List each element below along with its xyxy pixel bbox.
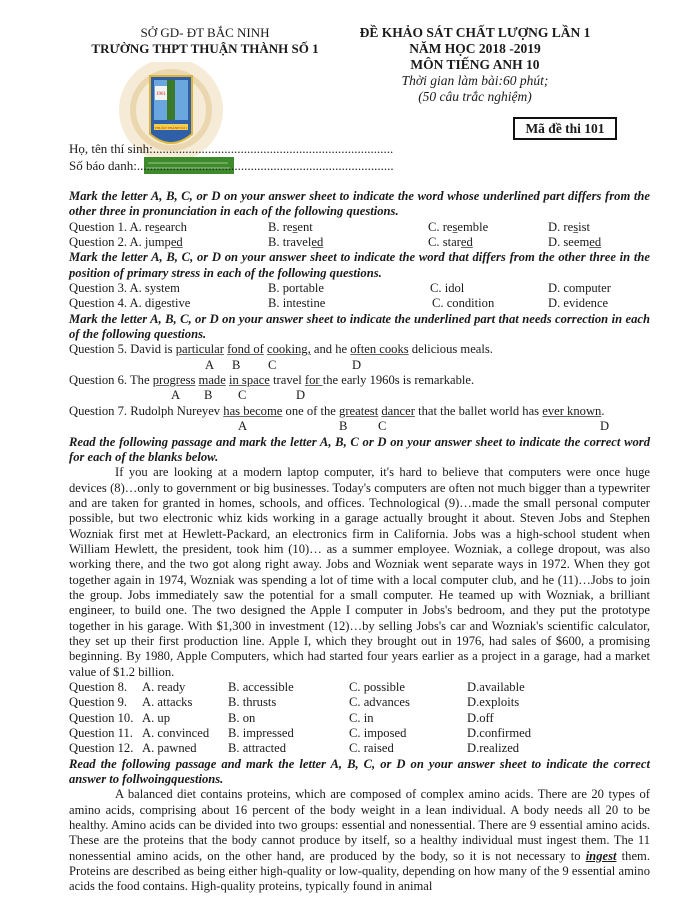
underlined-part: ed [170,235,183,250]
option-a [69,296,190,311]
question-label: Question 9. [69,695,128,710]
text-segment: B. intestine [268,296,326,311]
question-7-letters [69,419,650,434]
underlined-part: ever known [542,403,602,418]
option-letter-d: D [352,357,362,372]
option-d: D.confirmed [467,726,531,741]
option-a [69,235,183,250]
option-c: C. in [349,710,374,725]
option-letter-b: B [339,419,348,434]
option-b: B. accessible [228,680,294,694]
option-a [69,281,180,296]
question-2 [69,235,650,250]
text-segment: that the ballet world has [414,403,543,418]
question-row [69,695,650,710]
option-letter-d: D [600,419,610,434]
underlined-part: s [154,219,160,234]
option-d: D.realized [467,741,520,756]
option-d: D.off [467,710,494,725]
text-segment: Question 2. A. jump [69,235,171,250]
option-c [430,281,464,296]
text-segment: ist [578,219,590,234]
text-segment: and he [310,342,351,357]
exam-code-box: Mã đề thi 101 [513,117,617,140]
question-1 [69,220,650,235]
questions-8-12 [69,680,650,757]
underlined-part: s [452,219,458,234]
text-segment: C. condition [432,296,495,311]
question-5-letters [69,358,650,373]
time-limit: Thời gian làm bài:60 phút; [401,73,549,88]
text-segment: Question 6. The [69,373,153,388]
text-segment: C. re [428,219,453,234]
option-b [268,281,324,296]
text-segment: B. portable [268,281,324,296]
underlined-part: in space [228,373,270,388]
question-label: Question 12. [69,741,134,756]
option-d [548,281,611,296]
text-segment: D. computer [548,281,611,296]
instruction-stress: Mark the letter A, B, C, or D on your answer sheet to indicate the word that differs from the other three in the position of primary stress in each of the following questions. [69,250,650,280]
underlined-part: often cooks [350,342,409,357]
text-segment: B. travel [268,235,312,250]
option-letter-d: D [296,388,306,403]
underlined-part: s [573,219,579,234]
option-letter-a: A [238,419,248,434]
option-d [548,296,608,311]
question-label: Question 8. [69,680,128,694]
passage-proteins [69,787,650,894]
question-7 [69,404,650,419]
text-segment: . [601,403,605,418]
text-segment: travel [269,373,305,388]
option-letter-a: A [171,388,181,403]
option-letter-c: C [378,419,387,434]
text-segment: them. Proteins are described as being either high-quality or low-quality, depending on how many of the 9 essential amino acids the food contains. High-quality proteins, typically found in animal [69,848,650,894]
question-row [69,680,650,695]
underlined-part: made [198,373,226,388]
text-segment: C. star [428,235,461,250]
text-segment: Question 3. A. system [69,281,180,296]
text-segment: Question 4. A. digestive [69,296,191,311]
option-a: A. pawned [142,741,197,756]
question-row [69,741,650,756]
candidate-id-field[interactable]: Số báo danh:............................................................................... [69,157,394,173]
text-segment: ent [297,219,313,234]
option-c: C. advances [349,695,410,710]
question-count: (50 câu trắc nghiệm) [418,89,532,104]
exam-header [330,25,620,105]
underlined-part: s [292,219,298,234]
option-b [268,235,323,250]
option-a: A. up [142,710,170,725]
underlined-part: ed [311,235,324,250]
text-segment: A balanced diet contains proteins, which are composed of complex amino acids. There are 20 types of amino acids, comprising about 16 percent of the body weight in a lean individual. A body needs all 20 to be healthy. Amino acids can be divided into two groups: essential and nonessential. There are 9 essential amino acids. These are the proteins that the body cannot produce by itself, so a healthy individual must ingest them. The 11 nonessential amino acids, on the other hand, are produced by the body, so it is not necessary to [69,787,650,863]
question-6 [69,373,650,388]
underlined-part: ed [460,235,473,250]
school-header [70,25,340,57]
text-segment: delicious meals. [408,342,493,357]
text-segment: emble [457,219,489,234]
underlined-part: particular [175,342,224,357]
option-c: C. possible [349,680,405,694]
text-segment: C. idol [430,281,465,296]
school-name: TRƯỜNG THPT THUẬN THÀNH SỐ 1 [91,41,319,56]
question-4 [69,296,650,311]
underlined-part: for [304,373,323,388]
question-6-letters [69,388,650,403]
question-5 [69,342,650,357]
passage-computers: If you are looking at a modern laptop computer, it's hard to believe that computers were once huge devices (8)…only to government or big businesses. Today's computers are often not much bigger than a typewriter and are taken for granted in homes, schools, and offices. Technological (9)…made the small personal computer possible, but two electronic whiz kids working in a garage actually brought it about. Steven Jobs and Stephen Wozniak first met at Hewlett-Packard, an electronics firm in California. Jobs was a high-school student when William Hewlett, the president, took him (10)… as a summer employee. Wozniak, a college dropout, was also working there, and the two got along right away. Jobs and Wozniak went separate ways in 1972. When they got together again in 1974, Wozniak was spending a lot of time with a local computer club, and he (11)…Jobs to join the group. Jobs immediately saw the potential for a small computer. He teamed up with Wozniak, a brilliant engineer, to build one. The two designed the Apple I computer in Jobs's bedroom, and they put the prototype together in his garage. With $1,300 in investment (12)…by selling Jobs's car and Wozniak's scientific calculator, they set up their first production line. Apple I, which they brought out in 1976, had sales of $600, a promising beginning. By 1980, Apple Computers, which had started four years earlier as a project in a garage, had a market value of $1.2 billion. [69,465,650,679]
underlined-part: cooking, [267,342,311,357]
candidate-info [69,141,394,174]
option-letter-a: A [205,357,215,372]
option-d: D.available [467,680,525,694]
underlined-part: fond of [227,342,264,357]
school-year: NĂM HỌC 2018 -2019 [409,41,541,56]
question-row [69,726,650,741]
option-a: A. ready [142,680,186,694]
underlined-part: ed [589,235,602,250]
option-c [428,220,488,235]
option-d: D.exploits [467,695,520,710]
option-letter-c: C [268,357,277,372]
option-c [428,235,473,250]
option-b [268,296,325,311]
logo-year: 1961 [156,92,166,97]
text-segment: Question 7. Rudolph Nureyev [69,403,224,418]
underlined-part: greatest [339,403,379,418]
instruction-correction: Mark the letter A, B, C, or D on your answer sheet to indicate the underlined part that needs correction in each of the following questions. [69,311,650,342]
option-letter-b: B [204,388,213,403]
exam-body [69,189,650,895]
underlined-part: progress [152,373,196,388]
department-name: SỞ GD- ĐT BẮC NINH [140,25,270,40]
text-segment: one of the [282,403,340,418]
underlined-part: has become [223,403,283,418]
instruction-reading: Read the following passage and mark the letter A, B, C, or D on your answer sheet to indicate the correct answer to follwoingquestions. [69,756,650,787]
instruction-pronunciation: Mark the letter A, B, C, or D on your answer sheet to indicate the word whose underlined part differs from the other three in pronunciation in each of the following questions. [69,189,650,219]
highlighted-word: ingest [585,848,617,863]
text-segment: D. evidence [548,296,609,311]
option-d [548,235,601,250]
text-segment: B. re [268,219,293,234]
option-c [432,296,494,311]
question-3 [69,281,650,296]
logo-banner: THUẬN THÀNH SỐ 1 [154,126,188,130]
option-b [268,220,313,235]
text-segment: earch [159,219,187,234]
text-segment: the early 1960s is remarkable. [322,373,475,388]
option-d [548,220,590,235]
text-segment: D. seem [548,235,590,250]
option-letter-b: B [232,357,241,372]
option-letter-c: C [238,388,247,403]
option-c: C. raised [349,741,394,756]
option-b: B. attracted [228,741,287,756]
text-segment: Question 5. David is [69,342,176,357]
subject: MÔN TIẾNG ANH 10 [410,57,540,72]
exam-title: ĐỀ KHẢO SÁT CHẤT LƯỢNG LẦN 1 [359,25,591,40]
question-label: Question 10. [69,710,134,725]
candidate-name-field[interactable]: Họ, tên thí sinh:.......................................................................... [69,141,394,156]
instruction-cloze: Read the following passage and mark the letter A, B, C or D on your answer sheet to indicate the correct word for each of the blanks below. [69,434,650,464]
text-segment: Question 1. A. re [69,219,155,234]
text-segment: D. re [548,219,574,234]
question-row [69,711,650,726]
option-b: B. impressed [228,726,294,741]
option-a: A. convinced [142,726,210,741]
option-a [69,220,187,235]
option-c: C. imposed [349,726,407,741]
option-b: B. on [228,710,256,725]
option-b: B. thrusts [228,695,277,710]
question-label: Question 11. [69,726,133,741]
underlined-part: dancer [381,403,415,418]
option-a: A. attacks [142,695,193,710]
